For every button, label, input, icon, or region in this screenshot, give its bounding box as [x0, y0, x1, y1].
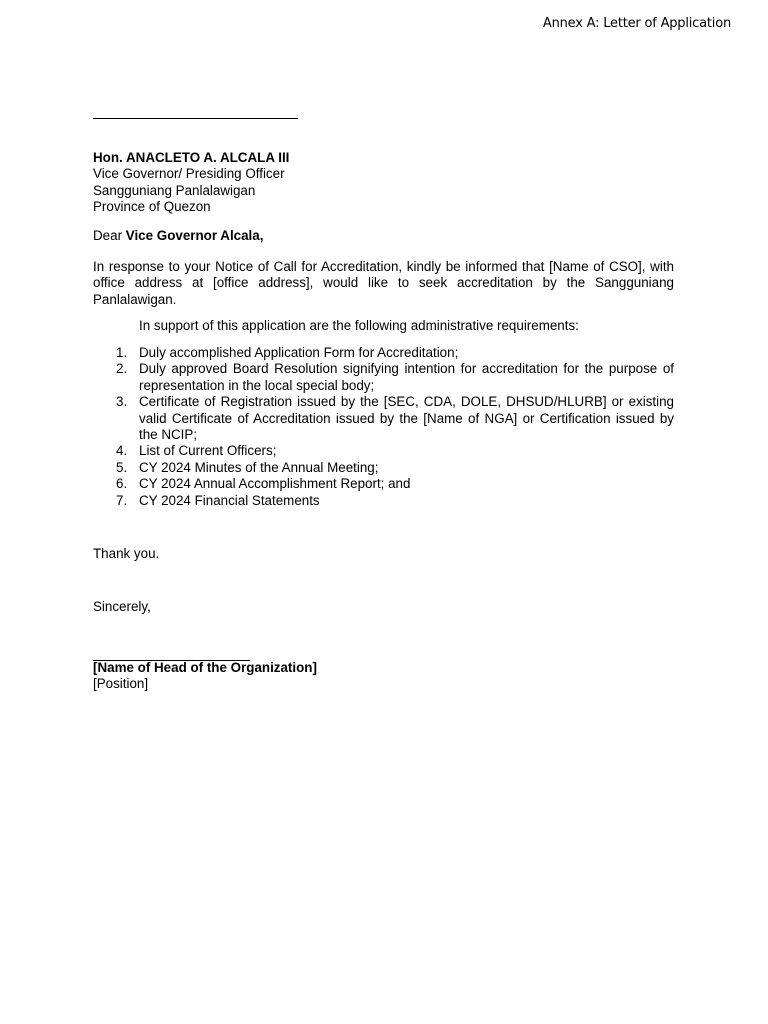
requirement-number: 3.: [116, 394, 128, 410]
requirement-text: Duly accomplished Application Form for Accreditation;: [139, 345, 459, 360]
requirement-number: 1.: [116, 345, 128, 360]
requirement-item: [93, 476, 674, 492]
requirement-text: CY 2024 Minutes of the Annual Meeting;: [139, 459, 379, 475]
recipient-name: Hon. ANACLETO A. ALCALA III: [93, 150, 290, 165]
annex-header: Annex A: Letter of Application: [542, 16, 731, 31]
requirement-text: CY 2024 Financial Statements: [139, 492, 320, 508]
support-paragraph: In support of this application are the following administrative requirements:: [139, 318, 579, 333]
requirement-text: Certificate of Registration issued by the [SEC, CDA, DOLE, DHSUD/HLURB] or existing valid Certificate of Accreditation issued by the [Name of NGA] or Certification issued by the NCIP;: [139, 394, 674, 443]
intro-paragraph: In response to your Notice of Call for Accreditation, kindly be informed that [Name of CSO], with office address at [office address], would like to seek accreditation by the Sangguniang Panlalawigan.: [93, 259, 674, 307]
requirement-item: [93, 345, 674, 361]
requirement-item: [93, 493, 674, 509]
requirement-number: 6.: [116, 476, 128, 492]
requirement-number: 2.: [116, 361, 128, 377]
requirement-item: [93, 460, 674, 476]
requirement-item: [93, 394, 674, 443]
salutation-name: Vice Governor Alcala,: [125, 228, 264, 243]
recipient-title: Vice Governor/ Presiding Officer: [93, 166, 285, 182]
closing-line: Sincerely,: [93, 599, 151, 614]
salutation-prefix: Dear: [93, 228, 126, 243]
requirement-number: 4.: [116, 443, 128, 459]
signatory-position: [Position]: [93, 676, 149, 691]
requirement-item: [93, 361, 674, 394]
requirements-list: [93, 345, 674, 509]
requirement-text: CY 2024 Annual Accomplishment Report; and: [139, 476, 411, 492]
requirement-number: 5.: [116, 459, 128, 475]
date-blank-line: [93, 118, 298, 119]
recipient-province: Province of Quezon: [93, 199, 211, 215]
requirement-text: List of Current Officers;: [139, 443, 277, 459]
recipient-block: [93, 150, 289, 216]
requirement-item: [93, 443, 674, 459]
signatory-name: [Name of Head of the Organization]: [93, 660, 317, 675]
salutation: [93, 228, 263, 244]
recipient-office: Sangguniang Panlalawigan: [93, 182, 256, 198]
requirement-number: 7.: [116, 492, 128, 508]
thank-you-line: Thank you.: [93, 546, 160, 561]
requirement-text: Duly approved Board Resolution signifying intention for accreditation for the purpose of representation in the local special body;: [139, 361, 674, 393]
